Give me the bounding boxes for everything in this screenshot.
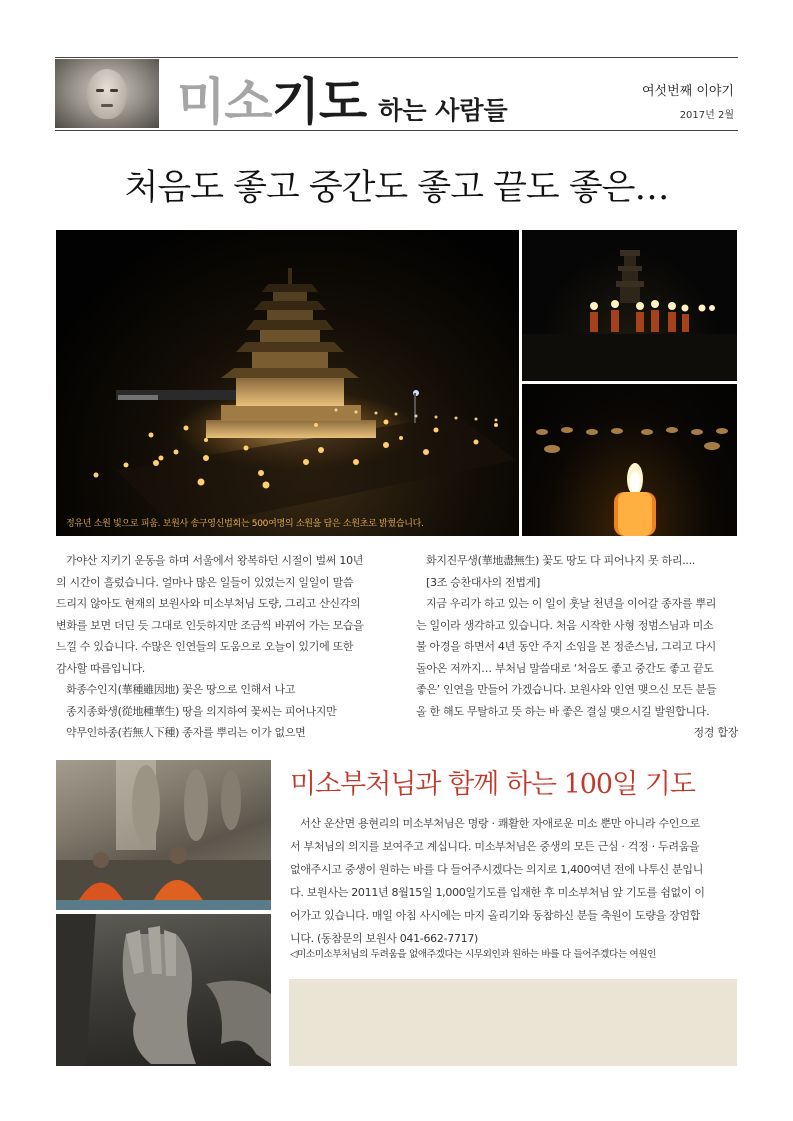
candle-graphic: [522, 384, 737, 536]
smile: [101, 104, 113, 107]
issue-label: 여섯번째 이야기: [641, 84, 734, 99]
section-body-line: 어가고 있습니다. 매일 아침 사시에는 마지 올리기와 동참하신 분들 축원이 도량을 장엄합: [290, 909, 701, 922]
page-headline: 처음도 좋고 중간도 좋고 끝도 좋은…: [124, 168, 669, 208]
verse-line: 약무인하종(若無人下種) 종자를 뿌리는 이가 없으면: [66, 726, 306, 739]
section-body-line: 다. 보원사는 2011년 8월15일 1,000일기도를 입재한 후 미소부처님 앞 기도를 쉼없이 이: [290, 886, 705, 899]
article-line: 의 시간이 흘렀습니다. 얼마나 많은 일들이 있었는지 일일이 말씀: [56, 575, 354, 589]
pagoda-scene-graphic: [56, 230, 519, 536]
verse-line: 화종수인지(華種雖因地) 꽃은 땅으로 인해서 나고: [66, 683, 296, 696]
article-line: 좋은’ 인연을 만들어 가겠습니다. 보원사와 인연 맺으신 모든 분들: [416, 683, 717, 696]
title-miso: 미소: [177, 73, 272, 131]
section-body-line: 서산 운산면 용현리의 미소부처님은 명랑 · 쾌활한 자애로운 미소 뿐만 아니라 수인으로: [300, 817, 700, 830]
candle-closeup-photo: [522, 384, 737, 536]
article-line: 지금 우리가 하고 있는 이 일이 훗날 천년을 이어갈 종자를 뿌리: [426, 597, 717, 610]
article-line: 올 한 해도 무탈하고 뜻 하는 바 좋은 결실 맺으시길 발원합니다.: [416, 704, 710, 718]
buddha-hands-relief-photo: [56, 914, 271, 1066]
signature: 정경 합장: [693, 726, 738, 739]
masthead: [55, 57, 738, 131]
section-body: [290, 812, 738, 950]
left-eye: [96, 89, 104, 92]
article-line: 는 일이라 생각하고 있습니다. 처음 시작한 사형 정범스님과 미소: [416, 618, 714, 632]
article-line: 불 아경을 하면서 4년 동안 주지 소임을 본 정준스님, 그리고 다시: [416, 640, 717, 653]
article-line: 감사할 따름입니다.: [56, 661, 146, 675]
verse-line: 화지진무생(華地盡無生) 꽃도 땅도 다 피어나지 못 하리....: [426, 554, 695, 567]
article-left-column: [56, 550, 401, 744]
article-line: 드리지 않아도 현재의 보원사와 미소부처님 도량, 그리고 산신각의: [56, 597, 361, 610]
right-eye: [110, 89, 118, 92]
masthead-title: [177, 62, 508, 131]
title-rest: 하는 사람들: [378, 96, 508, 125]
empty-beige-box: [289, 979, 737, 1066]
buddha-face: [87, 69, 127, 119]
article-line: 느낄 수 있습니다. 수많은 인연들의 도움으로 오늘이 있기에 또한: [56, 640, 354, 653]
article-right-column: [416, 550, 738, 744]
monks-praying-photo: [56, 760, 271, 910]
section-photo-caption: ◁미소미소부처님의 두려움을 없애주겠다는 시무외인과 원하는 바를 다 들어주겠다는 여원인: [290, 949, 657, 960]
photo-caption: 정유년 소원 빛으로 피움. 보원사 송구영신법회는 500여명의 소원을 담은 소원초로 밝혔습니다.: [66, 519, 424, 529]
article-line: 돌아온 저까지… 부처님 말씀대로 ‘처음도 좋고 중간도 좋고 끝도: [416, 661, 714, 675]
article-line: 가야산 지키기 운동을 하며 서울에서 왕복하던 시절이 벌써 10년: [66, 554, 364, 567]
lantern-procession-photo: [522, 230, 737, 381]
section-body-line: 서 부처님의 의지를 보여주고 계십니다. 미소부처님은 중생의 모든 근심 · 걱정 · 두려움을: [290, 840, 700, 853]
title-gido: 기도: [271, 73, 367, 131]
issue-date: 2017년 2월: [679, 110, 734, 121]
pagoda-candles-photo: [56, 230, 519, 536]
verse-line: 종지종화생(從地種華生) 땅을 의지하여 꽃씨는 피어나지만: [66, 704, 337, 718]
relief-graphic: [56, 914, 271, 1066]
section-title-100-day-prayer: 미소부처님과 함께 하는 100일 기도: [290, 769, 695, 800]
procession-scene-graphic: [522, 230, 737, 381]
monks-scene-graphic: [56, 760, 271, 910]
verse-source: [3조 승찬대사의 전법게]: [426, 575, 541, 589]
section-body-line: 니다. (동참문의 보원사 041-662-7717): [290, 932, 479, 945]
article-line: 변화를 보면 더딘 듯 그대로 인듯하지만 조금씩 바뀌어 가는 모습을: [56, 618, 364, 632]
buddha-face-logo-image: [55, 59, 159, 128]
section-body-line: 없애주시고 중생이 원하는 바를 다 들어주시겠다는 의지로 1,400여년 전에 나투신 분입니: [290, 863, 704, 876]
